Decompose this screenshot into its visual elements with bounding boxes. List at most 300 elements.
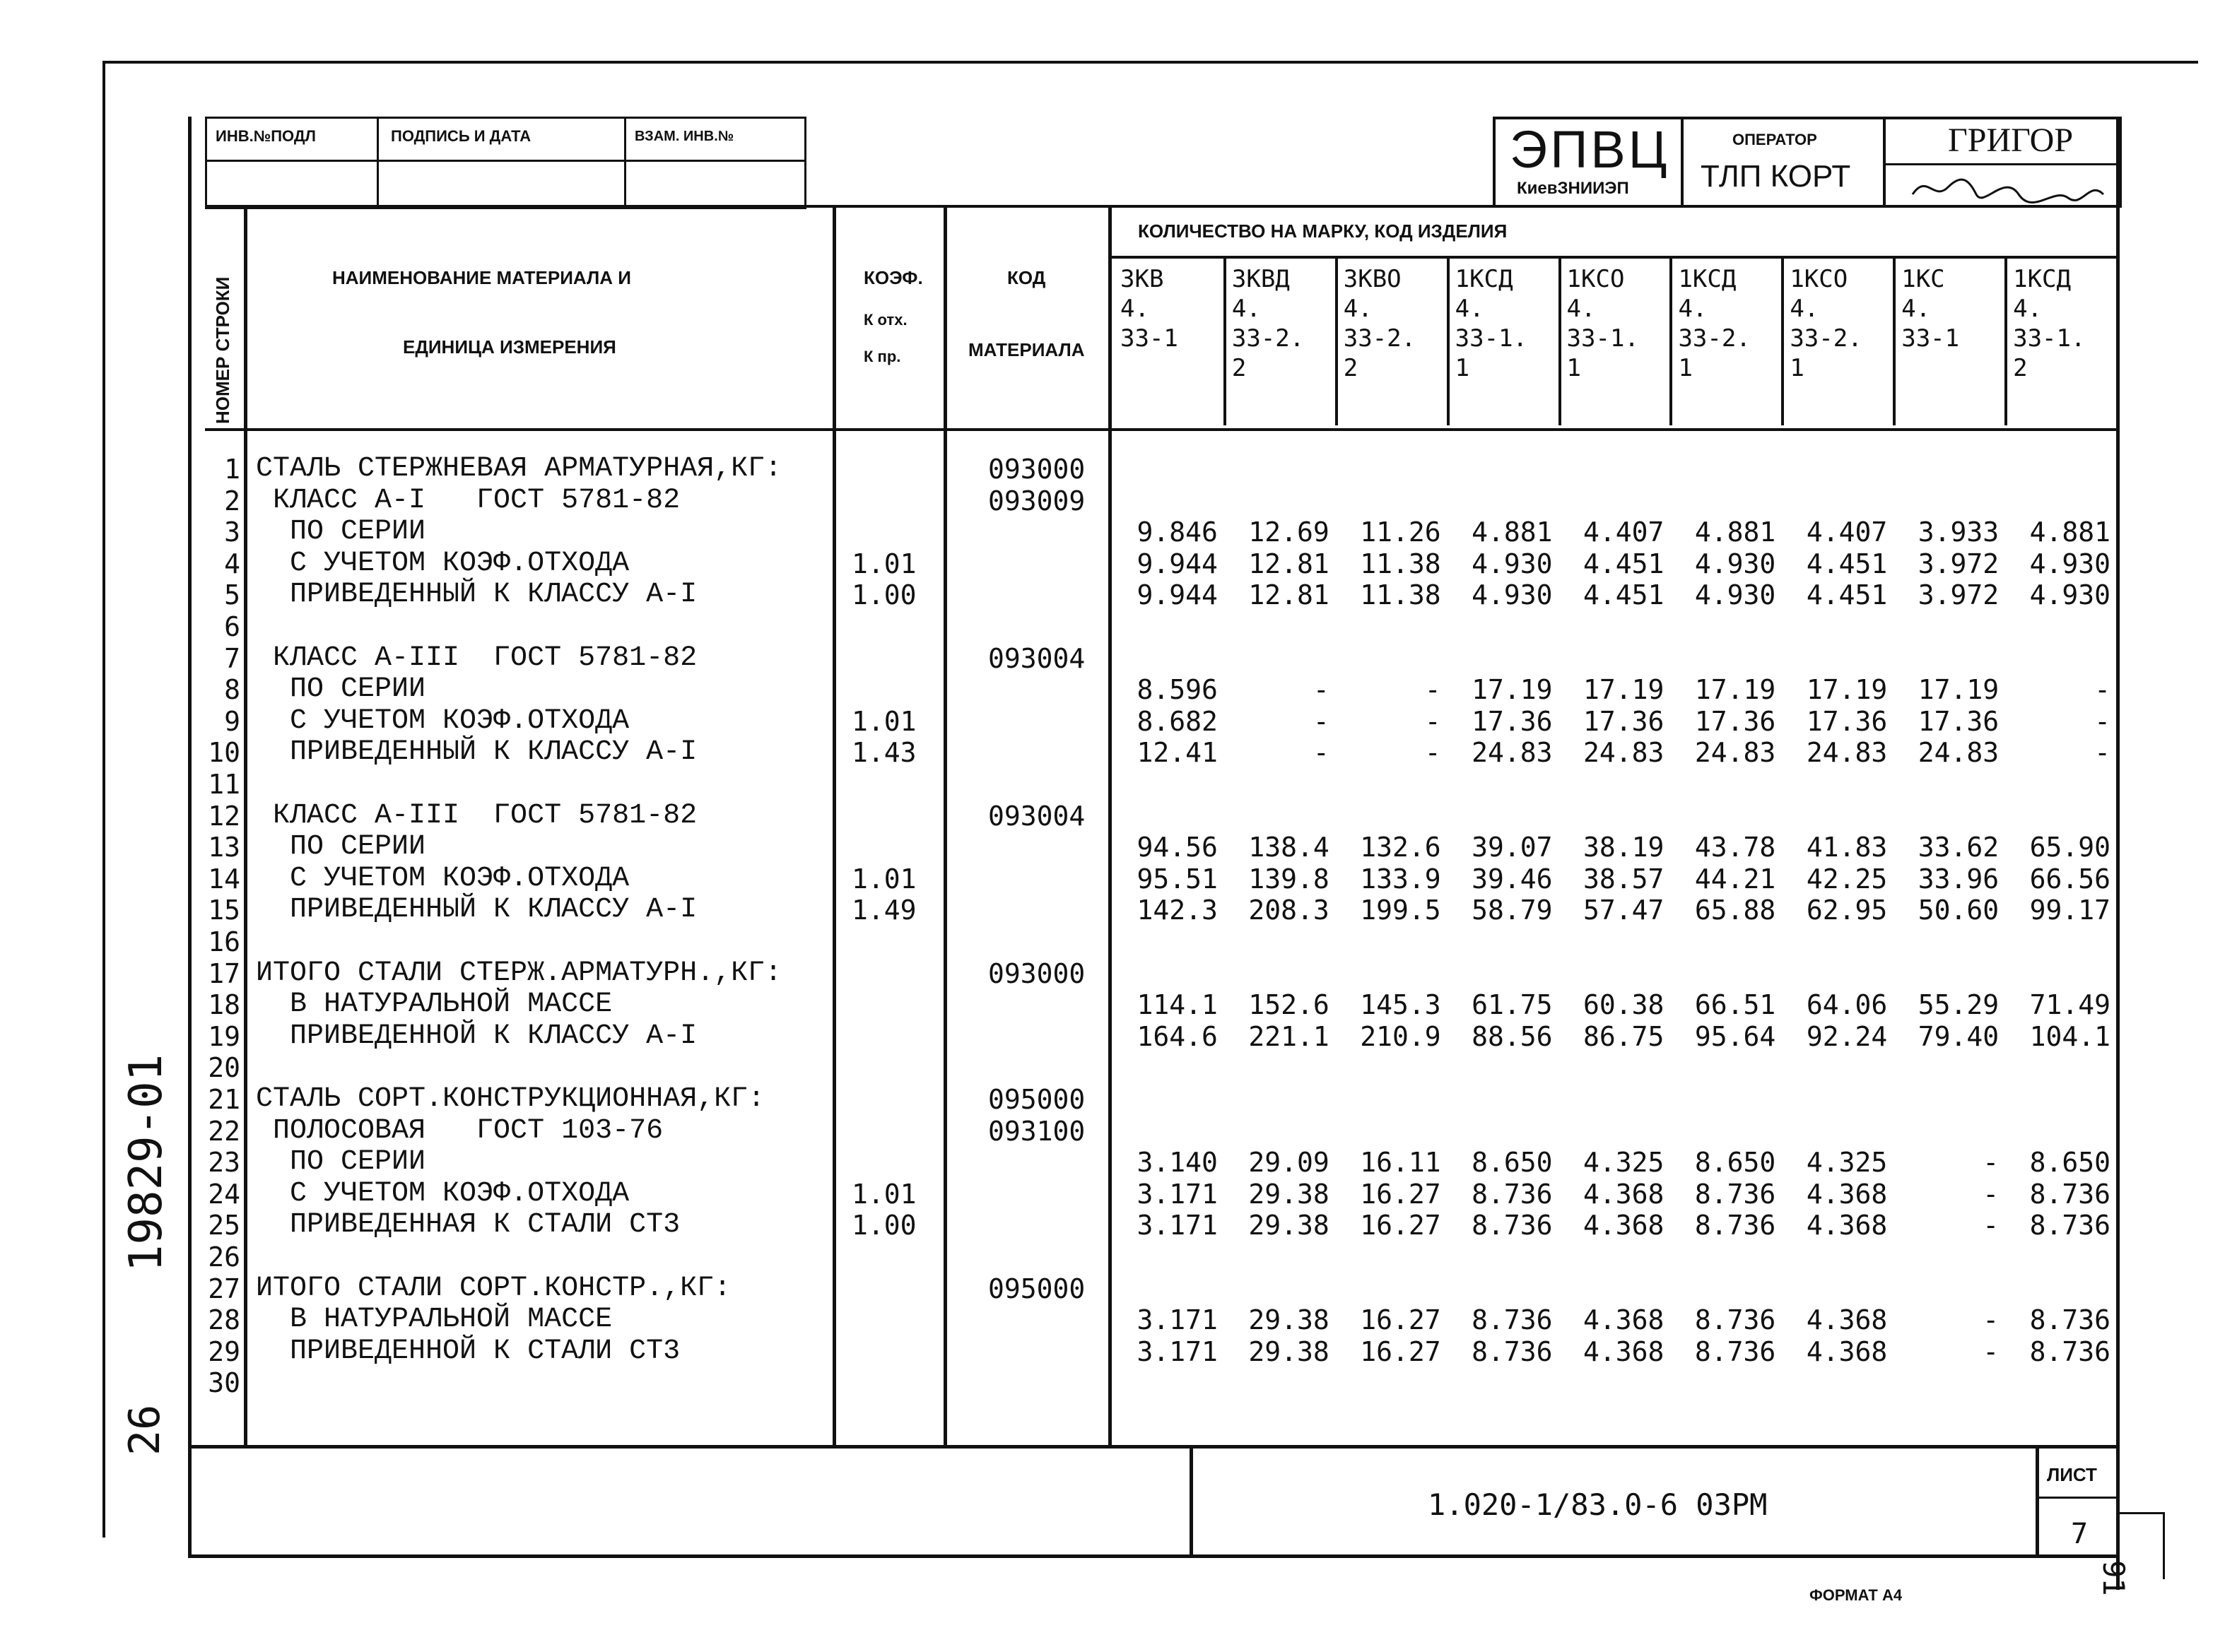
- material-name: В НАТУРАЛЬНОЙ МАССЕ: [256, 989, 613, 1021]
- product-column-header-line: 3КВД: [1231, 265, 1290, 293]
- row-number: 29: [208, 1335, 240, 1367]
- qty-value: 4.930: [1694, 579, 1776, 611]
- material-header-line2: ЕДИНИЦА ИЗМЕРЕНИЯ: [403, 336, 616, 358]
- qty-value: 8.650: [1694, 1147, 1776, 1179]
- product-column-header-line: 1КСД: [2013, 265, 2071, 293]
- qty-value: 17.19: [1806, 674, 1888, 706]
- row-number: 7: [224, 642, 240, 674]
- qty-value: -: [1983, 1178, 2000, 1210]
- material-code: [988, 1210, 1105, 1241]
- qty-value: 29.38: [1248, 1335, 1329, 1367]
- qty-value: 17.36: [1583, 705, 1664, 737]
- product-column-header-line: [1901, 356, 2002, 386]
- row-number: 21: [208, 1084, 240, 1115]
- product-column-header-line: 1: [1790, 354, 1804, 382]
- qty-value: 8.736: [1472, 1210, 1553, 1241]
- material-code: [988, 706, 1105, 737]
- row-number: 14: [208, 863, 240, 895]
- qty-value: 24.83: [1806, 737, 1888, 769]
- row-number: 30: [208, 1367, 240, 1399]
- code-header-2: МАТЕРИАЛА: [968, 339, 1085, 360]
- coef-value: 1.43: [852, 737, 917, 769]
- qty-value: 139.8: [1248, 863, 1329, 895]
- qty-header-line: [1108, 256, 2116, 259]
- qty-value: -: [1983, 1304, 2000, 1336]
- product-column-header-line: 1: [1566, 354, 1582, 382]
- material-name: С УЧЕТОМ КОЭФ.ОТХОДА: [256, 862, 630, 895]
- material-name: ПРИВЕДЕННОЙ К КЛАССУ А-I: [256, 1020, 698, 1052]
- operator-value: ТЛП КОРТ: [1701, 159, 1851, 194]
- qty-value: 12.81: [1248, 548, 1329, 579]
- material-code: [988, 1052, 1105, 1083]
- row-number: 9: [224, 705, 240, 737]
- material-name: С УЧЕТОМ КОЭФ.ОТХОДА: [256, 704, 630, 737]
- coef-value: [852, 1147, 940, 1178]
- qty-value: 92.24: [1806, 1020, 1888, 1052]
- qty-value: 94.56: [1137, 832, 1218, 863]
- product-column-header-line: 3КВ: [1120, 265, 1164, 293]
- product-column-header-line: 33-2.: [1343, 324, 1416, 353]
- material-name: КЛАСС А-I ГОСТ 5781-82: [256, 484, 681, 517]
- qty-value: 17.19: [1472, 674, 1553, 706]
- bottom-stamp-top: [188, 1445, 2119, 1449]
- product-column-header-line: 4.: [2013, 295, 2043, 323]
- qty-value: 9.944: [1137, 548, 1218, 579]
- material-code: [988, 1021, 1105, 1052]
- top-border: [102, 61, 2198, 64]
- qty-value: 4.368: [1806, 1304, 1888, 1336]
- org-sub: КиевЗНИИЭП: [1517, 179, 1629, 198]
- qty-value: 132.6: [1360, 832, 1441, 863]
- material-code: [988, 989, 1105, 1020]
- qty-value: 11.38: [1360, 548, 1441, 579]
- qty-value: 16.27: [1360, 1304, 1441, 1336]
- col-sep-coef: [944, 205, 947, 1449]
- vzam-inv-label: ВЗАМ. ИНВ.№: [635, 129, 734, 144]
- material-name: [256, 611, 832, 642]
- qty-value: -: [1313, 705, 1329, 737]
- qty-value: 221.1: [1248, 1020, 1329, 1052]
- qty-value: 104.1: [2029, 1020, 2110, 1052]
- stamp-top-right: [1493, 117, 2122, 208]
- code-header-1: КОД: [1007, 267, 1046, 288]
- qty-col-separator: [1447, 256, 1450, 425]
- product-column-header-line: 33-2.: [1678, 324, 1751, 353]
- material-name: [256, 1052, 832, 1083]
- coef-value: [852, 611, 940, 642]
- qty-value: 88.56: [1472, 1020, 1553, 1052]
- qty-value: 9.944: [1137, 579, 1218, 611]
- coef-value: 1.00: [852, 579, 917, 611]
- surname: ГРИГОР: [1948, 122, 2074, 159]
- qty-value: 17.36: [1918, 705, 2000, 737]
- sheet-label: ЛИСТ: [2047, 1464, 2097, 1485]
- material-name: ПРИВЕДЕННЫЙ К КЛАССУ А-I: [256, 736, 698, 769]
- row-number: 11: [208, 769, 240, 800]
- qty-value: 29.09: [1248, 1147, 1329, 1179]
- product-column-header: [1232, 267, 1332, 386]
- format-label: ФОРМАТ А4: [1809, 1586, 1903, 1604]
- product-column-header-line: 4.: [1343, 295, 1373, 323]
- material-code: 093100: [988, 1115, 1086, 1147]
- row-number: 20: [208, 1052, 240, 1084]
- qty-value: 133.9: [1360, 863, 1441, 895]
- qty-col-separator: [1893, 256, 1896, 425]
- product-column-header-line: 2: [2013, 354, 2028, 382]
- product-column-header: [1567, 267, 1667, 386]
- margin-num: 26: [120, 1404, 170, 1456]
- qty-value: 62.95: [1806, 895, 1888, 926]
- material-code: 093000: [988, 454, 1086, 485]
- qty-value: 4.325: [1806, 1147, 1888, 1179]
- material-name: ПО СЕРИИ: [256, 1146, 426, 1179]
- material-code: 095000: [988, 1084, 1086, 1115]
- material-name: [256, 769, 832, 800]
- material-header-line1: НАИМЕНОВАНИЕ МАТЕРИАЛА И: [332, 267, 631, 288]
- doc-code: 1.020-1/83.0-6 03РМ: [1428, 1487, 1768, 1522]
- col-sep-name: [833, 205, 836, 1449]
- qty-value: 4.325: [1583, 1147, 1664, 1179]
- row-number: 18: [208, 989, 240, 1021]
- qty-value: 4.881: [1472, 517, 1553, 548]
- product-column-header-line: 33-1.: [2013, 324, 2086, 353]
- product-column-header-line: 4.: [1120, 295, 1149, 323]
- product-column-header: [1120, 267, 1221, 386]
- qty-value: 24.83: [1918, 737, 2000, 769]
- row-number: 25: [208, 1210, 240, 1241]
- margin-note: 19829-01: [120, 1054, 172, 1272]
- qty-value: 38.19: [1583, 832, 1664, 863]
- qty-value: 4.930: [1694, 548, 1776, 579]
- sheet-box-left: [2036, 1445, 2039, 1558]
- qty-value: 57.47: [1583, 895, 1664, 926]
- frame-bottom: [188, 1554, 2119, 1558]
- qty-header: КОЛИЧЕСТВО НА МАРКУ, КОД ИЗДЕЛИЯ: [1138, 220, 1508, 242]
- qty-value: 24.83: [1583, 737, 1664, 769]
- material-code: [988, 1179, 1105, 1210]
- qty-value: 4.368: [1583, 1335, 1664, 1367]
- qty-value: 199.5: [1360, 895, 1441, 926]
- product-column-header-line: 4.: [1231, 295, 1261, 323]
- row-number: 8: [224, 674, 240, 706]
- material-code: [988, 517, 1105, 548]
- material-name: ПО СЕРИИ: [256, 831, 426, 863]
- material-name: ПРИВЕДЕННЫЙ К КЛАССУ А-I: [256, 894, 698, 926]
- material-name: [256, 1367, 832, 1398]
- signature: [1898, 166, 2110, 208]
- row-number: 1: [224, 454, 240, 485]
- qty-col-separator: [1335, 256, 1338, 425]
- product-column-header-line: 2: [1231, 354, 1247, 382]
- qty-value: 16.27: [1360, 1210, 1441, 1241]
- material-code: 095000: [988, 1273, 1086, 1304]
- qty-value: 17.36: [1806, 705, 1888, 737]
- qty-value: 95.64: [1694, 1020, 1776, 1052]
- bottom-stamp-divider: [1190, 1445, 1193, 1558]
- coef-header-2: К отх.: [864, 311, 908, 329]
- product-column-header-line: 1КСО: [1566, 265, 1625, 293]
- qty-value: 8.736: [2029, 1210, 2110, 1241]
- qty-value: 4.881: [2029, 517, 2110, 548]
- qty-value: 44.21: [1694, 863, 1776, 895]
- coef-value: [852, 832, 940, 863]
- qty-value: 55.29: [1918, 989, 2000, 1021]
- qty-value: -: [1983, 1147, 2000, 1179]
- qty-value: 17.36: [1694, 705, 1776, 737]
- coef-value: [852, 1241, 940, 1273]
- qty-value: 4.368: [1806, 1178, 1888, 1210]
- row-number: 26: [208, 1241, 240, 1273]
- qty-value: 99.17: [2029, 895, 2110, 926]
- product-column-header-line: 4.: [1566, 295, 1596, 323]
- qty-value: -: [1424, 737, 1441, 769]
- material-code: [988, 674, 1105, 705]
- qty-value: 4.451: [1806, 548, 1888, 579]
- material-name: ИТОГО СТАЛИ СОРТ.КОНСТР.,КГ:: [256, 1272, 732, 1304]
- coef-value: 1.01: [852, 548, 917, 579]
- qty-value: 4.451: [1583, 548, 1664, 579]
- qty-value: 3.972: [1918, 548, 2000, 579]
- coef-value: 1.49: [852, 895, 917, 926]
- coef-value: [852, 454, 940, 485]
- qty-value: 8.736: [1472, 1335, 1553, 1367]
- qty-value: 4.881: [1694, 517, 1776, 548]
- qty-value: 16.27: [1360, 1178, 1441, 1210]
- qty-value: 8.682: [1137, 705, 1218, 737]
- material-code: 093000: [988, 957, 1086, 989]
- qty-value: 16.27: [1360, 1335, 1441, 1367]
- coef-value: [852, 801, 940, 832]
- material-name: В НАТУРАЛЬНОЙ МАССЕ: [256, 1304, 613, 1336]
- row-number: 12: [208, 800, 240, 832]
- qty-value: 4.930: [2029, 579, 2110, 611]
- qty-value: 8.736: [1694, 1210, 1776, 1241]
- qty-value: 145.3: [1360, 989, 1441, 1021]
- product-column-header: [1455, 267, 1556, 386]
- coef-value: [852, 1021, 940, 1052]
- qty-value: 24.83: [1472, 737, 1553, 769]
- coef-value: [852, 989, 940, 1020]
- col-sep-rownum: [244, 205, 247, 1449]
- product-column-header: [1901, 267, 2002, 386]
- row-number: 4: [224, 548, 240, 579]
- qty-value: 8.736: [2029, 1178, 2110, 1210]
- left-outer-border: [102, 61, 105, 1538]
- qty-value: -: [1424, 674, 1441, 706]
- qty-value: 8.736: [1472, 1304, 1553, 1336]
- qty-value: 8.736: [1694, 1335, 1776, 1367]
- qty-value: 17.19: [1918, 674, 2000, 706]
- qty-value: 17.19: [1694, 674, 1776, 706]
- qty-value: 3.171: [1137, 1304, 1218, 1336]
- product-column-header-line: 33-2.: [1790, 324, 1862, 353]
- qty-value: 58.79: [1472, 895, 1553, 926]
- qty-value: 8.736: [1472, 1178, 1553, 1210]
- qty-value: 60.38: [1583, 989, 1664, 1021]
- inv-podl-label: ИНВ.№ПОДЛ: [216, 127, 316, 145]
- product-column-header-line: 33-1.: [1566, 324, 1639, 353]
- operator-label: ОПЕРАТОР: [1732, 131, 1817, 148]
- qty-value: 3.933: [1918, 517, 2000, 548]
- material-name: КЛАСС А-III ГОСТ 5781-82: [256, 642, 698, 674]
- product-column-header-line: 1КСО: [1790, 265, 1848, 293]
- coef-value: [852, 958, 940, 989]
- coef-value: [852, 1084, 940, 1115]
- qty-value: 12.69: [1248, 517, 1329, 548]
- qty-value: 4.407: [1583, 517, 1664, 548]
- qty-value: 33.62: [1918, 832, 2000, 863]
- coef-header-1: КОЭФ.: [864, 267, 923, 288]
- side-box-right: [2163, 1512, 2165, 1579]
- product-column-header-line: 4.: [1790, 295, 1819, 323]
- qty-value: 152.6: [1248, 989, 1329, 1021]
- qty-value: 164.6: [1137, 1020, 1218, 1052]
- qty-value: -: [1983, 1335, 2000, 1367]
- material-code: [988, 1367, 1105, 1398]
- row-number: 2: [224, 485, 240, 517]
- qty-value: 29.38: [1248, 1304, 1329, 1336]
- qty-value: 43.78: [1694, 832, 1776, 863]
- coef-header-3: К пр.: [864, 348, 901, 365]
- qty-value: 29.38: [1248, 1178, 1329, 1210]
- material-name: ПРИВЕДЕННАЯ К СТАЛИ СТ3: [256, 1209, 681, 1241]
- coef-value: 1.01: [852, 863, 917, 895]
- material-code: [988, 1336, 1105, 1367]
- org-name: ЭПВЦ: [1510, 120, 1670, 179]
- material-code: 093004: [988, 800, 1086, 832]
- qty-value: 33.96: [1918, 863, 2000, 895]
- sheet-box-mid: [2036, 1497, 2119, 1499]
- material-name: КЛАСС А-III ГОСТ 5781-82: [256, 799, 698, 832]
- stamp-top-left: [205, 117, 806, 209]
- material-code: [988, 579, 1105, 610]
- side-number: 91: [2096, 1560, 2131, 1596]
- material-code: [988, 1304, 1105, 1335]
- qty-value: 8.650: [1472, 1147, 1553, 1179]
- material-name: ПО СЕРИИ: [256, 673, 426, 706]
- side-box-top: [2119, 1512, 2165, 1514]
- material-code: [988, 926, 1105, 957]
- material-name: ПРИВЕДЕННОЙ К СТАЛИ СТ3: [256, 1335, 681, 1367]
- material-code: [988, 1147, 1105, 1178]
- row-number: 22: [208, 1115, 240, 1147]
- material-code: [988, 548, 1105, 579]
- qty-value: 12.41: [1137, 737, 1218, 769]
- product-column-header-line: 1КСД: [1678, 265, 1737, 293]
- qty-value: 65.90: [2029, 832, 2110, 863]
- product-column-header-line: 33-1: [1120, 324, 1178, 353]
- qty-value: -: [2094, 705, 2110, 737]
- material-name: СТАЛЬ СТЕРЖНЕВАЯ АРМАТУРНАЯ,КГ:: [256, 453, 782, 485]
- coef-value: [852, 517, 940, 548]
- frame-left: [188, 117, 192, 1558]
- qty-value: 50.60: [1918, 895, 2000, 926]
- qty-value: 4.930: [1472, 548, 1553, 579]
- qty-value: 8.736: [2029, 1304, 2110, 1336]
- material-code: [988, 1241, 1105, 1273]
- qty-value: 41.83: [1806, 832, 1888, 863]
- qty-value: 4.368: [1583, 1178, 1664, 1210]
- row-number: 5: [224, 579, 240, 611]
- qty-value: 138.4: [1248, 832, 1329, 863]
- coef-value: [852, 485, 940, 517]
- coef-value: [852, 643, 940, 674]
- coef-value: 1.01: [852, 1178, 917, 1210]
- qty-value: 4.407: [1806, 517, 1888, 548]
- qty-value: 11.38: [1360, 579, 1441, 611]
- material-code: [988, 863, 1105, 895]
- qty-value: 12.81: [1248, 579, 1329, 611]
- material-code: [988, 895, 1105, 926]
- product-column-header-line: 3КВО: [1343, 265, 1402, 293]
- coef-value: 1.00: [852, 1210, 917, 1241]
- qty-value: 8.736: [1694, 1304, 1776, 1336]
- coef-value: [852, 1304, 940, 1335]
- qty-value: 4.368: [1583, 1210, 1664, 1241]
- qty-value: 4.930: [1472, 579, 1553, 611]
- coef-value: [852, 674, 940, 705]
- qty-col-separator: [2004, 256, 2007, 425]
- row-number: 27: [208, 1273, 240, 1304]
- qty-value: 4.930: [2029, 548, 2110, 579]
- qty-value: 17.36: [1472, 705, 1553, 737]
- qty-col-separator: [1669, 256, 1672, 425]
- qty-value: 208.3: [1248, 895, 1329, 926]
- product-column-header-line: 33-2.: [1231, 324, 1305, 353]
- qty-value: 66.56: [2029, 863, 2110, 895]
- material-code: [988, 737, 1105, 768]
- qty-value: 142.3: [1137, 895, 1218, 926]
- coef-value: [852, 1116, 940, 1147]
- product-column-header-line: 4.: [1678, 295, 1708, 323]
- qty-value: 39.46: [1472, 863, 1553, 895]
- qty-value: 8.736: [1694, 1178, 1776, 1210]
- material-name: ИТОГО СТАЛИ СТЕРЖ.АРМАТУРН.,КГ:: [256, 957, 782, 989]
- product-column-header: [1344, 267, 1444, 386]
- coef-value: [852, 1367, 940, 1398]
- row-number: 24: [208, 1178, 240, 1210]
- qty-value: -: [2094, 737, 2110, 769]
- qty-value: 3.171: [1137, 1178, 1218, 1210]
- material-name: [256, 1241, 832, 1273]
- product-column-header: [1790, 267, 1890, 386]
- row-number: 10: [208, 737, 240, 769]
- qty-value: 4.368: [1806, 1335, 1888, 1367]
- qty-value: 3.171: [1137, 1335, 1218, 1367]
- qty-value: 39.07: [1472, 832, 1553, 863]
- qty-value: 3.171: [1137, 1210, 1218, 1241]
- product-column-header-line: 1: [1455, 354, 1470, 382]
- row-number: 13: [208, 832, 240, 863]
- material-name: ПОЛОСОВАЯ ГОСТ 103-76: [256, 1114, 664, 1147]
- material-name: С УЧЕТОМ КОЭФ.ОТХОДА: [256, 547, 630, 579]
- material-code: [988, 832, 1105, 863]
- qty-value: 8.650: [2029, 1147, 2110, 1179]
- sheet-number: 7: [2071, 1518, 2089, 1550]
- qty-value: 71.49: [2029, 989, 2110, 1021]
- coef-value: [852, 1336, 940, 1367]
- coef-value: [852, 926, 940, 957]
- product-column-header-line: 1КС: [1901, 265, 1945, 293]
- row-number: 16: [208, 926, 240, 957]
- row-number: 15: [208, 895, 240, 926]
- qty-value: 11.26: [1360, 517, 1441, 548]
- qty-col-separator: [1223, 256, 1226, 425]
- qty-value: 16.11: [1360, 1147, 1441, 1179]
- row-number: 3: [224, 517, 240, 548]
- product-column-header-line: [1120, 356, 1221, 386]
- row-number-header: НОМЕР СТРОКИ: [212, 276, 233, 424]
